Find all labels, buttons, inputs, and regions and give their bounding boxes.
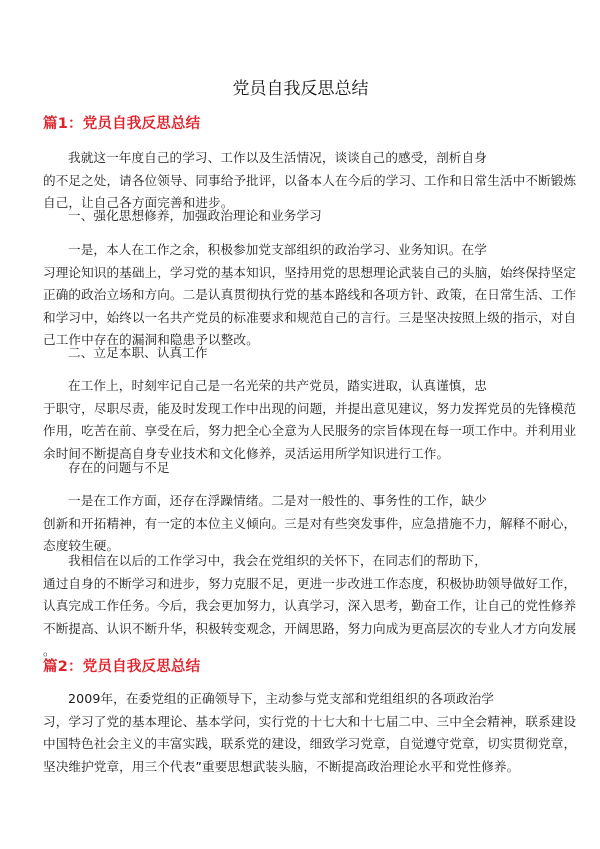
text-line: 正确的政治立场和方向。二是认真贯彻执行党的基本路线和各项方针、政策，在日常生活、工作 [43,287,577,302]
text-line: 习理论知识的基础上，学习党的基本知识，坚持用党的思想理论武装自己的头脑，始终保持坚定 [43,264,577,280]
text-line: 己工作中存在的漏洞和隐患予以整改。 [43,332,259,347]
text-line: 坚决维护党章，用三个代表”重要思想武装头脑，不断提高政治理论水平和党性修养。 [43,758,520,774]
text-line: 不断提高、认识不断升华，积极转变观念，开阔思路，努力向成为更高层次的专业人才方向发展 [43,620,577,636]
text-line: 中国特色社会主义的丰富实践，联系党的建设，细致学习党章，自觉遵守党章，切实贯彻党章， [43,736,577,751]
text-line: 习，学习了党的基本理论、基本学问，实行党的十七大和十七届二中、三中全会精神，联系建设 [43,713,577,729]
text-line: 二、立足本职、认真工作 [68,345,208,360]
text-line: 我就这一年度自己的学习、工作以及生活情况，谈谈自己的感受，剖析自身 [68,150,487,165]
section-heading-1: 篇1：党员自我反思总结 [43,116,201,132]
text-line: 于职守，尽职尽责，能及时发现工作中出现的问题，并提出意见建议，努力发挥党员的先锋模范 [43,400,577,416]
text-line: 创新和开拓精神，有一定的本位主义倾向。三是对有些突发事件，应急措施不力，解释不耐心， [43,515,577,531]
text-line: 和学习中，始终以一名共产党员的标准要求和规范自己的言行。三是坚决按照上级的指示，对自 [43,309,577,325]
paragraph-study [43,239,577,352]
subheading-strengthen-ideology [43,205,558,228]
text-line: 通过自身的不断学习和进步，努力克服不足，更进一步改进工作态度，积极协助领导做好工作， [43,575,577,591]
text-line: 一是，本人在工作之余，积极参加党支部组织的政治学习、业务知识。在学 [68,242,487,257]
document-title: 党员自我反思总结 [232,79,369,99]
paragraph-2009 [43,688,577,778]
text-line: 态度较生硬。 [43,538,120,553]
text-line: 一、强化思想修养，加强政治理论和业务学习 [68,208,322,223]
text-line: 余时间不断提高自身专业技术和文化修养，灵活运用所学知识进行工作。 [43,445,450,461]
paragraph-outlook [43,550,577,663]
text-line: 我相信在以后的工作学习中，我会在党组织的关怀下，在同志们的帮助下， [68,553,487,568]
text-line: 作用，吃苦在前、享受在后，努力把全心全意为人民服务的宗旨体现在每一项工作中。并利用业 [43,423,577,438]
text-line: 自己，让自己各方面完善和进步。 [43,195,234,210]
paragraph-problems [43,490,577,558]
text-line: 2009年，在委党组的正确领导下，主动参与党支部和党组组织的各项政治学 [68,691,494,706]
text-line: 一是在工作方面，还存在浮躁情绪。二是对一般性的、事务性的工作，缺少 [68,493,487,508]
text-line: 存在的问题与不足 [68,460,170,475]
subheading-problems [43,457,558,480]
text-line: 的不足之处，请各位领导、同事给予批评，以备本人在今后的学习、工作和日常生活中不断锻炼 [43,172,577,188]
text-line: 认真完成工作任务。今后，我会更加努力，认真学习，深入思考，勤奋工作，让自己的党性修养 [43,598,577,613]
text-line: 在工作上，时刻牢记自己是一名光荣的共产党员，踏实进取，认真谨慎，忠 [68,378,487,393]
subheading-focus-on-work [43,342,558,365]
text-line: 。 [43,643,56,658]
paragraph-work [43,375,577,465]
section-heading-2: 篇2：党员自我反思总结 [43,659,201,675]
